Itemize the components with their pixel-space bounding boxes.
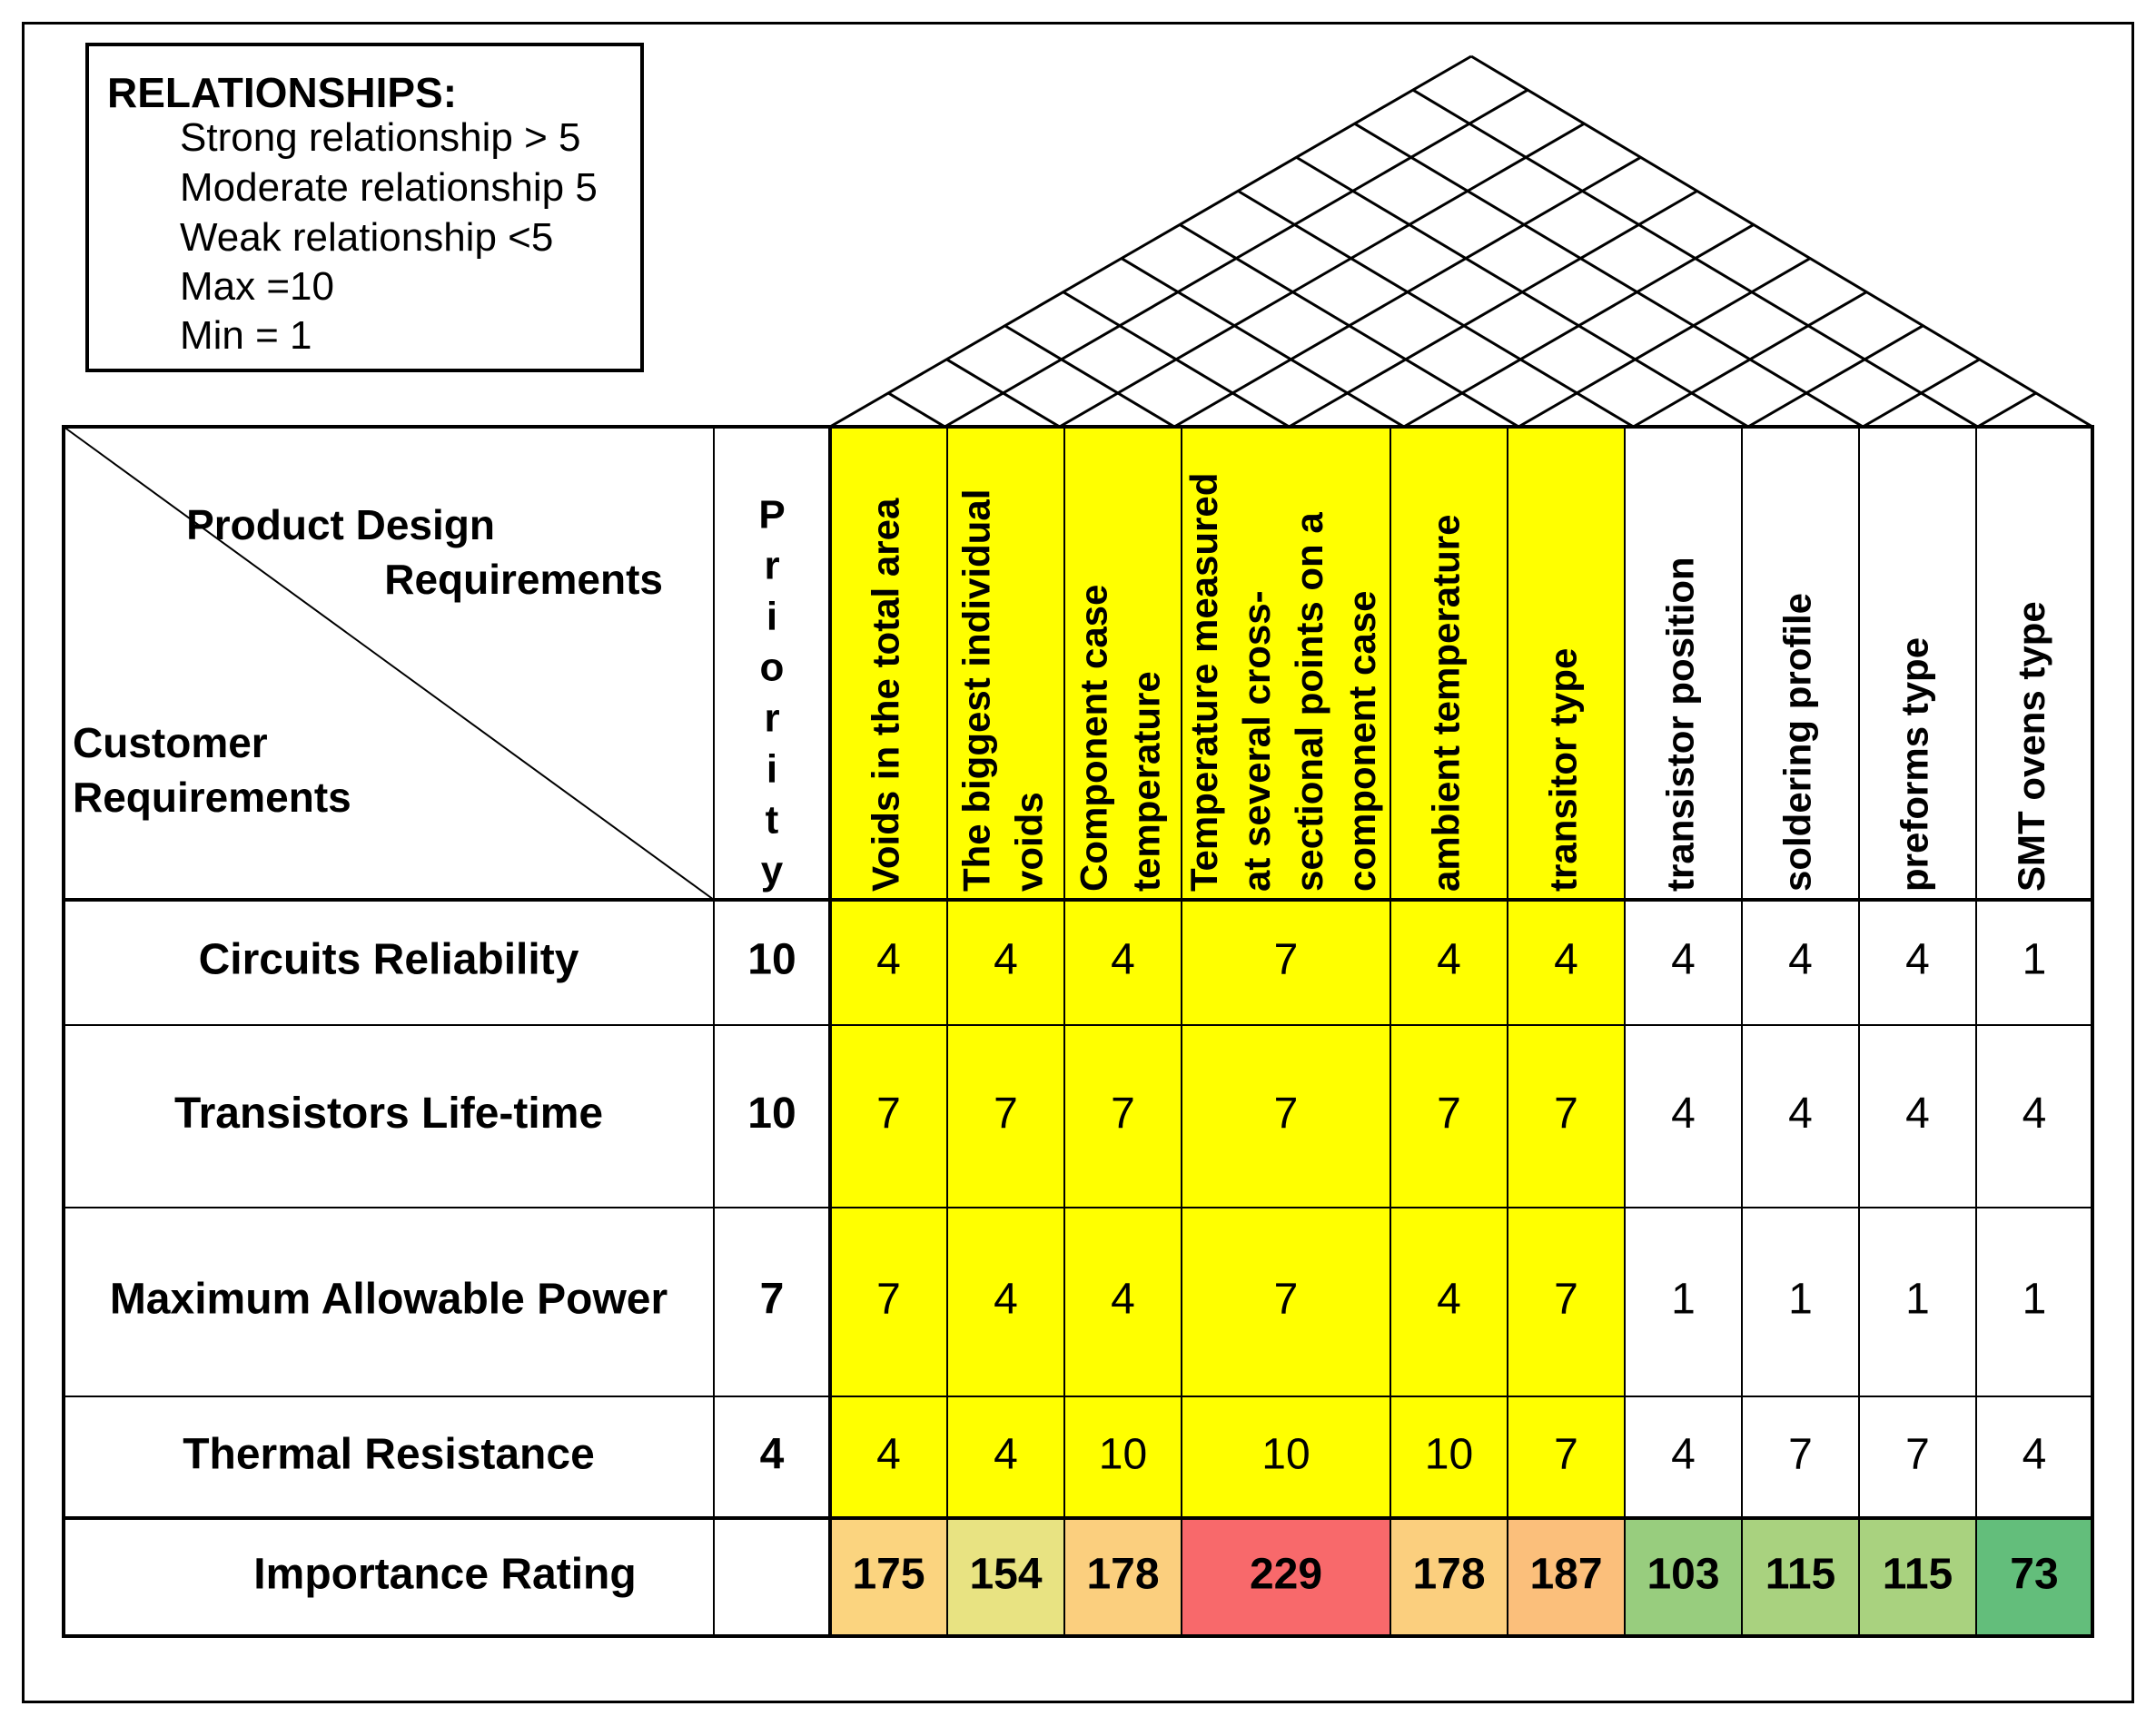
design-requirement-label: ambient temperature xyxy=(1424,514,1468,892)
relationship-value: 4 xyxy=(1905,1090,1930,1139)
importance-rating-value: 115 xyxy=(1765,1550,1836,1599)
customer-requirement-label: Circuits Reliability xyxy=(198,935,579,984)
design-requirement-label: SMT ovens type xyxy=(2010,601,2053,892)
priority-value: 7 xyxy=(759,1275,785,1324)
relationship-value: 7 xyxy=(1554,1090,1578,1139)
legend-item-moderate: Moderate relationship 5 xyxy=(180,165,598,210)
corner-diagonal xyxy=(64,427,714,900)
importance-rating-value: 229 xyxy=(1249,1550,1323,1599)
design-requirement-label: sectional points on a xyxy=(1288,512,1331,892)
relationship-value: 7 xyxy=(1111,1090,1135,1139)
legend-item-max: Max =10 xyxy=(180,264,334,309)
design-requirement-header-7 xyxy=(1659,557,1702,892)
relationship-value: 7 xyxy=(994,1090,1018,1139)
legend-item-min: Min = 1 xyxy=(180,313,312,358)
design-requirement-label: The biggest individual xyxy=(954,488,998,892)
legend-item-weak: Weak relationship <5 xyxy=(180,215,554,260)
design-requirement-header-1 xyxy=(865,498,907,892)
design-requirement-header-9 xyxy=(1894,637,1936,892)
customer-requirements-label-line2: Requirements xyxy=(73,774,351,822)
relationship-value: 10 xyxy=(1098,1430,1148,1479)
design-requirement-header-10 xyxy=(2010,601,2052,892)
legend-item-strong: Strong relationship > 5 xyxy=(180,115,581,160)
relationship-value: 4 xyxy=(1671,935,1696,984)
relationship-value: 7 xyxy=(1437,1090,1461,1139)
relationship-value: 4 xyxy=(1788,1090,1813,1139)
relationship-value: 4 xyxy=(876,1430,901,1479)
relationship-value: 4 xyxy=(994,1430,1018,1479)
design-requirement-header-6 xyxy=(1542,648,1585,892)
relationship-value: 1 xyxy=(1788,1275,1813,1324)
relationship-value: 7 xyxy=(1905,1430,1930,1479)
design-requirement-header-5 xyxy=(1425,515,1468,892)
design-requirement-label: transistor position xyxy=(1658,557,1702,892)
design-requirement-label: Component case xyxy=(1072,584,1115,892)
design-requirement-label: Voids in the total area xyxy=(864,498,907,892)
priority-value: 10 xyxy=(747,1090,796,1139)
relationship-value: 1 xyxy=(1905,1275,1930,1324)
relationship-value: 4 xyxy=(1671,1430,1696,1479)
relationship-value: 7 xyxy=(876,1090,901,1139)
design-requirement-label: at several cross- xyxy=(1235,590,1279,892)
priority-header-letter: t xyxy=(765,797,779,843)
importance-rating-value: 115 xyxy=(1882,1550,1953,1599)
design-requirement-header-8 xyxy=(1776,593,1819,892)
relationship-value: 4 xyxy=(1671,1090,1696,1139)
design-requirement-label: component case xyxy=(1340,590,1384,892)
customer-requirement-label: Transistors Life-time xyxy=(173,1090,604,1139)
relationship-value: 4 xyxy=(1437,935,1461,984)
importance-rating-value: 175 xyxy=(852,1550,925,1599)
priority-header-letter: i xyxy=(766,746,778,792)
relationship-value: 1 xyxy=(2022,1275,2047,1324)
priority-header-letter: i xyxy=(766,594,778,639)
relationship-value: 4 xyxy=(2022,1090,2047,1139)
priority-value: 10 xyxy=(747,935,796,984)
relationship-value: 7 xyxy=(876,1275,901,1324)
relationship-value: 4 xyxy=(1111,935,1135,984)
priority-value: 4 xyxy=(759,1430,785,1479)
relationship-value: 4 xyxy=(1437,1275,1461,1324)
relationship-value: 7 xyxy=(1273,1090,1299,1139)
design-requirement-label: Temperature measured xyxy=(1182,472,1226,892)
priority-header-letter: o xyxy=(759,645,785,690)
relationship-value: 7 xyxy=(1788,1430,1813,1479)
design-requirement-label: preforms type xyxy=(1893,636,1936,892)
customer-requirement-label: Maximum Allowable Power xyxy=(109,1275,668,1324)
relationship-value: 7 xyxy=(1554,1275,1578,1324)
importance-rating-value: 187 xyxy=(1529,1550,1603,1599)
relationship-value: 4 xyxy=(876,935,901,984)
product-design-label-line2: Requirements xyxy=(384,556,663,604)
relationship-value: 4 xyxy=(2022,1430,2047,1479)
relationship-value: 4 xyxy=(994,1275,1018,1324)
relationship-value: 7 xyxy=(1273,935,1299,984)
relationship-value: 7 xyxy=(1554,1430,1578,1479)
relationship-value: 4 xyxy=(1788,935,1813,984)
customer-requirements-label-line1: Customer xyxy=(73,719,268,767)
relationship-value: 7 xyxy=(1273,1275,1299,1324)
relationship-value: 1 xyxy=(1671,1275,1696,1324)
relationship-value: 1 xyxy=(2022,935,2047,984)
importance-rating-value: 73 xyxy=(2010,1550,2059,1599)
customer-requirement-label: Thermal Resistance xyxy=(183,1430,595,1479)
importance-rating-value: 178 xyxy=(1412,1550,1486,1599)
priority-header-letter: r xyxy=(764,543,780,588)
design-requirement-label: temperature xyxy=(1124,671,1168,892)
relationship-value: 10 xyxy=(1261,1430,1310,1479)
design-requirement-label: voids xyxy=(1007,792,1051,892)
priority-header-letter: P xyxy=(758,492,786,538)
importance-rating-value: 154 xyxy=(969,1550,1043,1599)
relationship-value: 4 xyxy=(994,935,1018,984)
relationship-value: 4 xyxy=(1554,935,1578,984)
relationship-value: 10 xyxy=(1424,1430,1474,1479)
importance-rating-value: 103 xyxy=(1647,1550,1720,1599)
relationship-value: 4 xyxy=(1905,935,1930,984)
importance-rating-value: 178 xyxy=(1086,1550,1160,1599)
product-design-label-line1: Product Design xyxy=(186,501,495,549)
design-requirement-label: transitor type xyxy=(1541,647,1585,892)
priority-header-letter: y xyxy=(760,848,784,893)
priority-header-letter: r xyxy=(764,695,780,741)
relationship-value: 4 xyxy=(1111,1275,1135,1324)
design-requirement-label: soldering profile xyxy=(1775,592,1819,892)
legend-title: RELATIONSHIPS: xyxy=(107,69,458,116)
highlight-band xyxy=(830,427,1625,1518)
importance-rating-label: Importance Rating xyxy=(253,1550,637,1599)
